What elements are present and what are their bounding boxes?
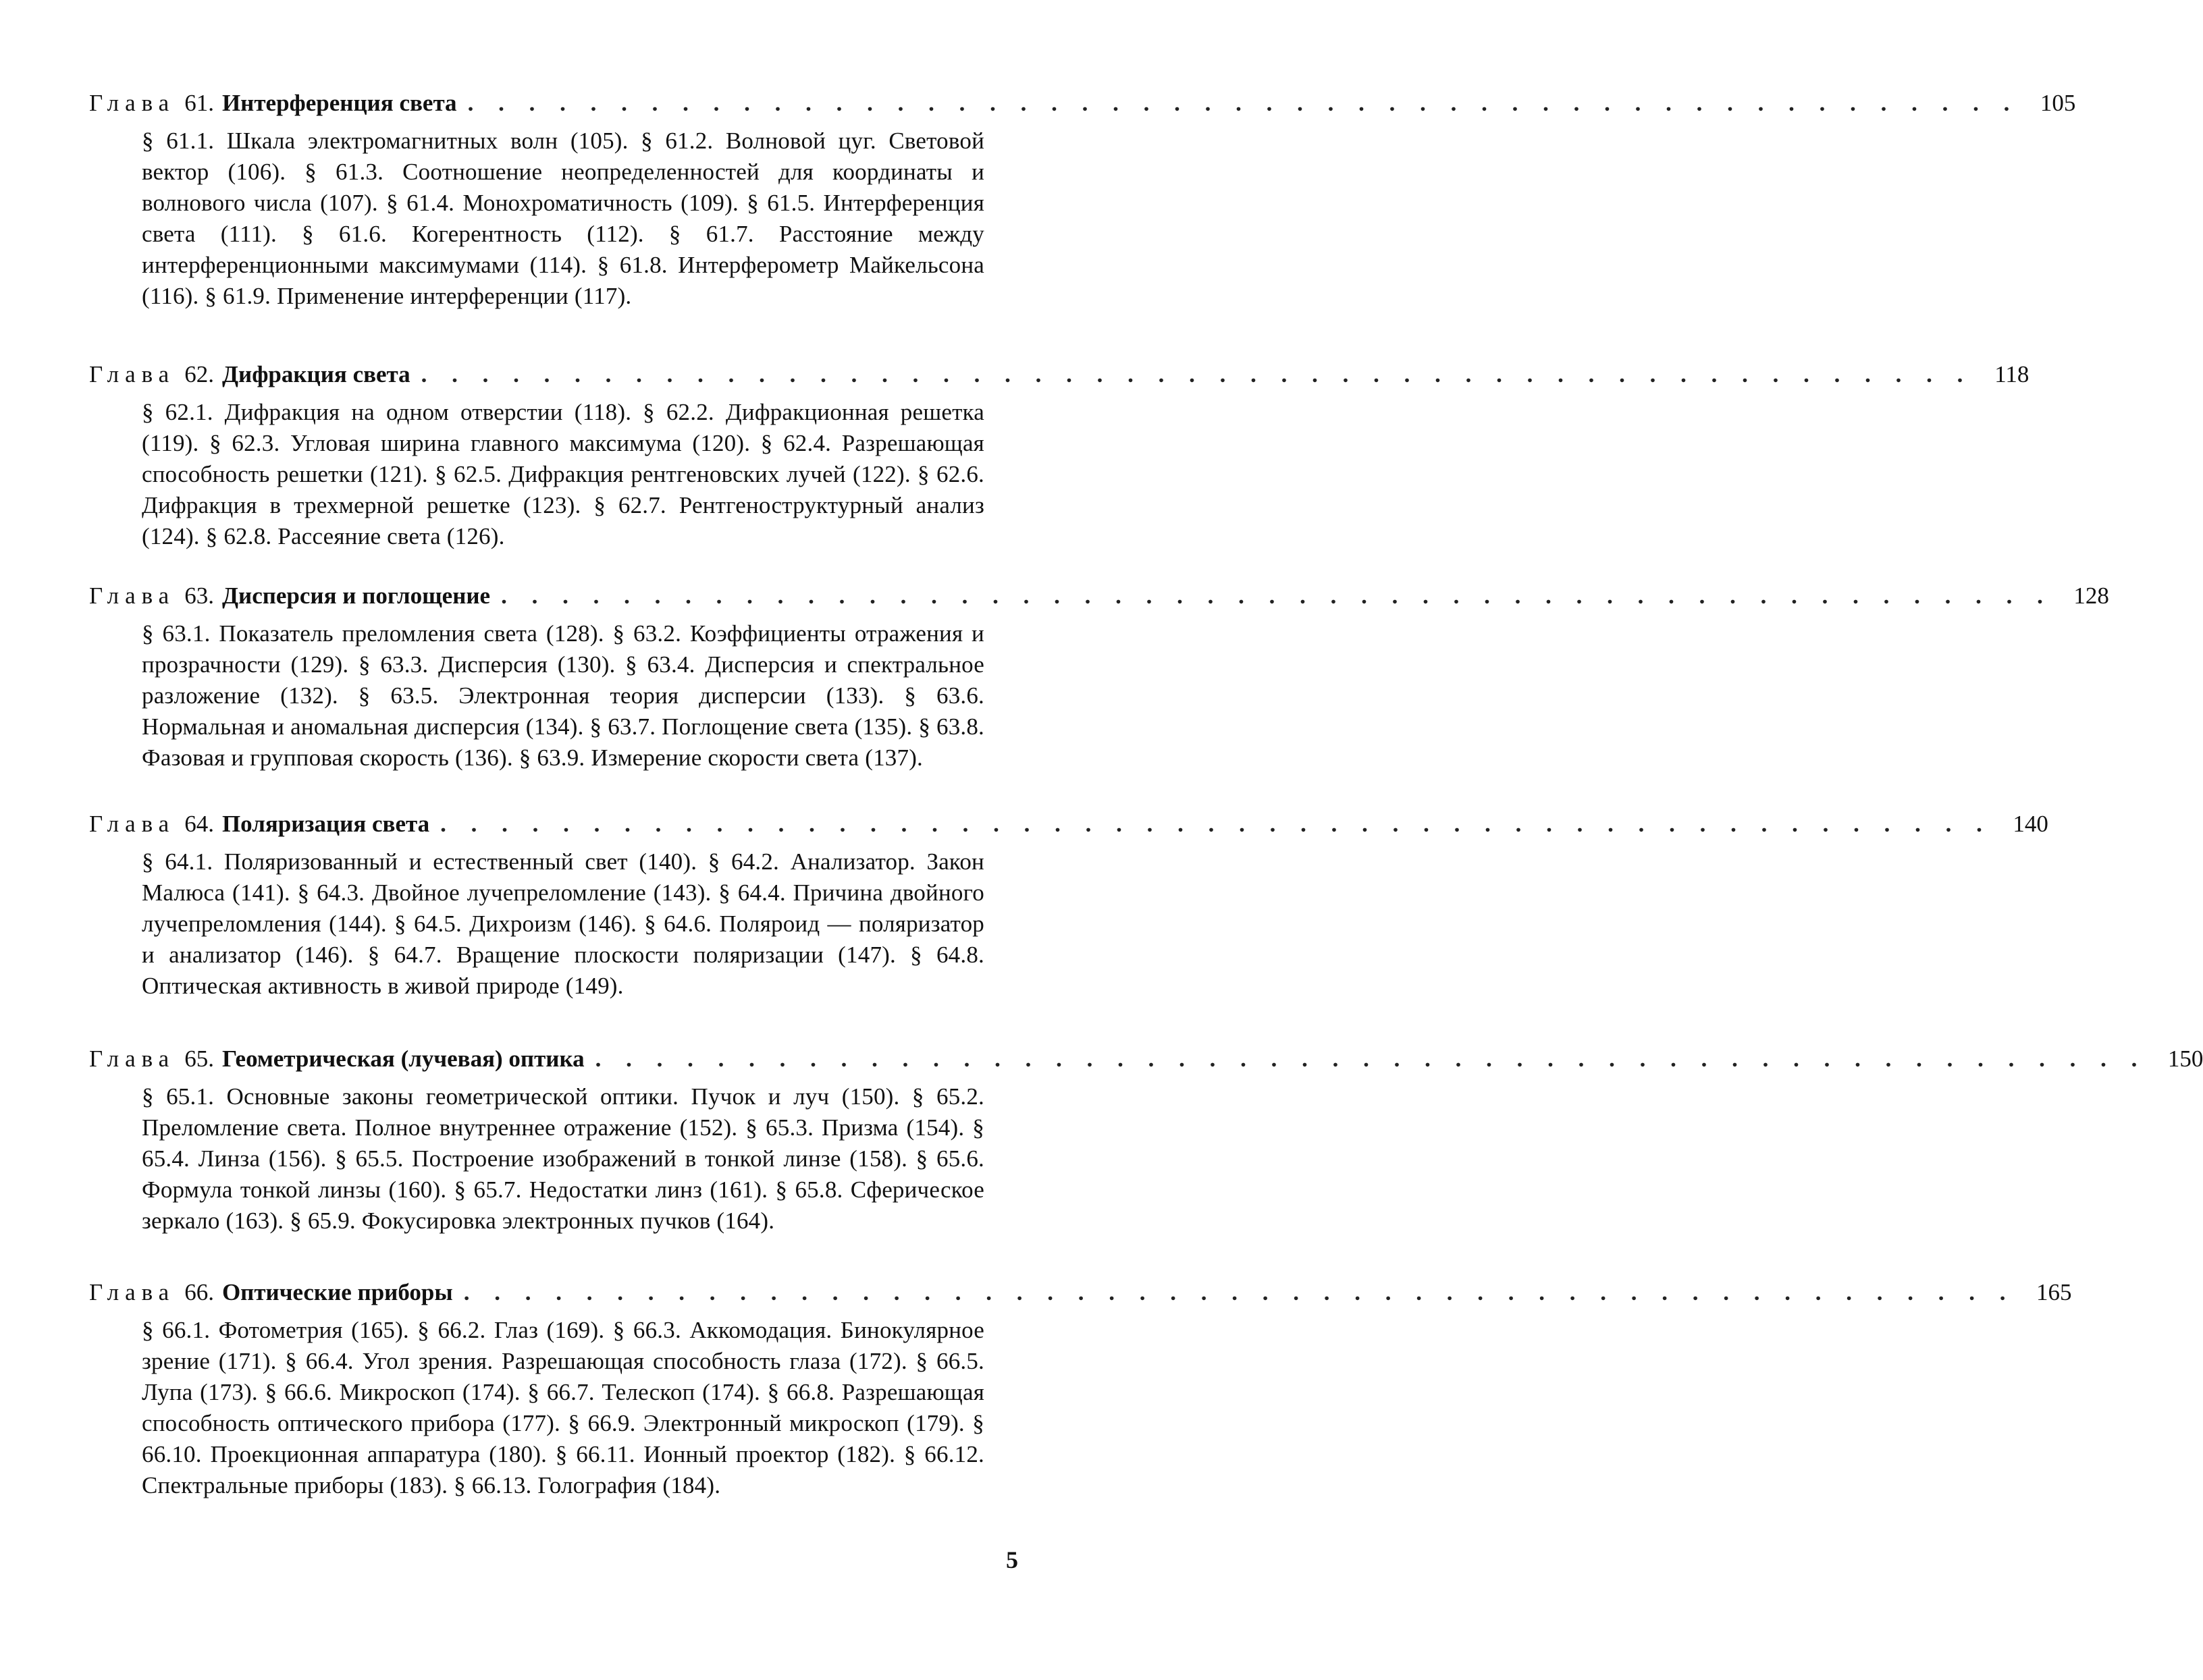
chapter-page-number: 118: [1994, 361, 2029, 387]
chapter-sections: § 63.1. Показатель преломления света (128). § 63.2. Коэффициенты отражения и прозрачности (129). § 63.3. Дисперсия (130). § 63.4. Дисперсия и спектральное разложение (132). § 63.5. Электронная теория дисперсии (133). § 63.6. Нормальная и аномальная дисперсия (134). § 63.7. Поглощение света (135). § 63.8. Фазовая и групповая скорость (136). § 63.9. Измерение скорости света (137).: [142, 620, 984, 771]
chapter-word: Глава: [89, 90, 176, 116]
chapter-heading: [89, 809, 2048, 840]
chapter-heading: [89, 580, 2109, 612]
chapter-page-number: 128: [2073, 582, 2109, 609]
chapter-sections: § 61.1. Шкала электромагнитных волн (105). § 61.2. Волновой цуг. Световой вектор (106). § 61.3. Соотношение неопределенностей для координаты и волнового числа (107). § 61.4. Монохроматичность (109). § 61.5. Интерференция света (111). § 61.6. Когерентность (112). § 61.7. Расстояние между интерференционными максимумами (114). § 61.8. Интерферометр Майкельсона (116). § 61.9. Применение интерференции (117).: [142, 128, 984, 309]
chapter-heading: [89, 359, 2029, 390]
chapter-66: [89, 1277, 2072, 1501]
chapter-page-number: 165: [2036, 1279, 2072, 1305]
chapter-word: Глава: [89, 1279, 176, 1305]
chapter-65: [89, 1044, 2203, 1237]
chapter-word: Глава: [89, 361, 176, 387]
dot-leader: . . . . . . . . . . . . . . . . . . . . . . . . . . . . . . . . . . . . . . . . . . . . . . . . . . .: [595, 1046, 2147, 1072]
chapter-61: [89, 88, 2076, 312]
chapter-number: 62.: [184, 361, 214, 387]
chapter-number: 61.: [184, 90, 214, 116]
chapter-title: Геометрическая (лучевая) оптика: [221, 1046, 585, 1072]
chapter-word: Глава: [89, 582, 176, 609]
chapter-sections: § 64.1. Поляризованный и естественный свет (140). § 64.2. Анализатор. Закон Малюса (141). § 64.3. Двойное лучепреломление (143). § 64.4. Причина двойного лучепреломления (144). § 64.5. Дихроизм (146). § 64.6. Поляроид — поляризатор и анализатор (146). § 64.7. Вращение плоскости поляризации (147). § 64.8. Оптическая активность в живой природе (149).: [142, 848, 984, 999]
chapter-sections: § 65.1. Основные законы геометрической оптики. Пучок и луч (150). § 65.2. Преломление света. Полное внутреннее отражение (152). § 65.3. Призма (154). § 65.4. Линза (156). § 65.5. Построение изображений в тонкой линзе (158). § 65.6. Формула тонкой линзы (160). § 65.7. Недостатки линз (161). § 65.8. Сферическое зеркало (163). § 65.9. Фокусировка электронных пучков (164).: [142, 1083, 984, 1234]
dot-leader: . . . . . . . . . . . . . . . . . . . . . . . . . . . . . . . . . . . . . . . . . . . . . . . . . . .: [463, 1279, 2015, 1305]
chapter-sections: § 66.1. Фотометрия (165). § 66.2. Глаз (169). § 66.3. Аккомодация. Бинокулярное зрение (171). § 66.4. Угол зрения. Разрешающая способность глаза (172). § 66.5. Лупа (173). § 66.6. Микроскоп (174). § 66.7. Телескоп (174). § 66.8. Разрешающая способность оптического прибора (177). § 66.9. Электронный микроскоп (179). § 66.10. Проекционная аппаратура (180). § 66.11. Ионный проектор (182). § 66.12. Спектральные приборы (183). § 66.13. Голография (184).: [142, 1317, 984, 1498]
chapter-number: 65.: [184, 1046, 214, 1072]
chapter-heading: [89, 88, 2076, 119]
chapter-word: Глава: [89, 811, 176, 837]
dot-leader: . . . . . . . . . . . . . . . . . . . . . . . . . . . . . . . . . . . . . . . . . . . . . . . . . . .: [440, 811, 1992, 837]
dot-leader: . . . . . . . . . . . . . . . . . . . . . . . . . . . . . . . . . . . . . . . . . . . . . . . . . . .: [467, 90, 2019, 116]
chapter-page-number: 150: [2167, 1046, 2203, 1072]
page-number: 5: [1006, 1546, 1018, 1573]
chapter-page-number: 140: [2013, 811, 2048, 837]
chapter-title: Оптические приборы: [221, 1279, 453, 1305]
chapter-number: 64.: [184, 811, 214, 837]
chapter-64: [89, 809, 2048, 1002]
chapter-page-number: 105: [2040, 90, 2076, 116]
chapter-63: [89, 580, 2109, 774]
chapter-title: Дифракция света: [221, 361, 410, 387]
chapter-heading: [89, 1277, 2072, 1308]
dot-leader: . . . . . . . . . . . . . . . . . . . . . . . . . . . . . . . . . . . . . . . . . . . . . . . . . . .: [501, 582, 2052, 609]
chapter-title: Дисперсия и поглощение: [221, 582, 491, 609]
chapter-title: Интерференция света: [221, 90, 457, 116]
chapter-heading: [89, 1044, 2203, 1075]
chapter-number: 66.: [184, 1279, 214, 1305]
chapter-62: [89, 359, 2029, 552]
dot-leader: . . . . . . . . . . . . . . . . . . . . . . . . . . . . . . . . . . . . . . . . . . . . . . . . . . .: [421, 361, 1973, 387]
chapter-number: 63.: [184, 582, 214, 609]
chapter-word: Глава: [89, 1046, 176, 1072]
chapter-title: Поляризация света: [221, 811, 430, 837]
chapter-sections: § 62.1. Дифракция на одном отверстии (118). § 62.2. Дифракционная решетка (119). § 62.3. Угловая ширина главного максимума (120). § 62.4. Разрешающая способность решетки (121). § 62.5. Дифракция рентгеновских лучей (122). § 62.6. Дифракция в трехмерной решетке (123). § 62.7. Рентгеноструктурный анализ (124). § 62.8. Рассеяние света (126).: [142, 399, 984, 549]
